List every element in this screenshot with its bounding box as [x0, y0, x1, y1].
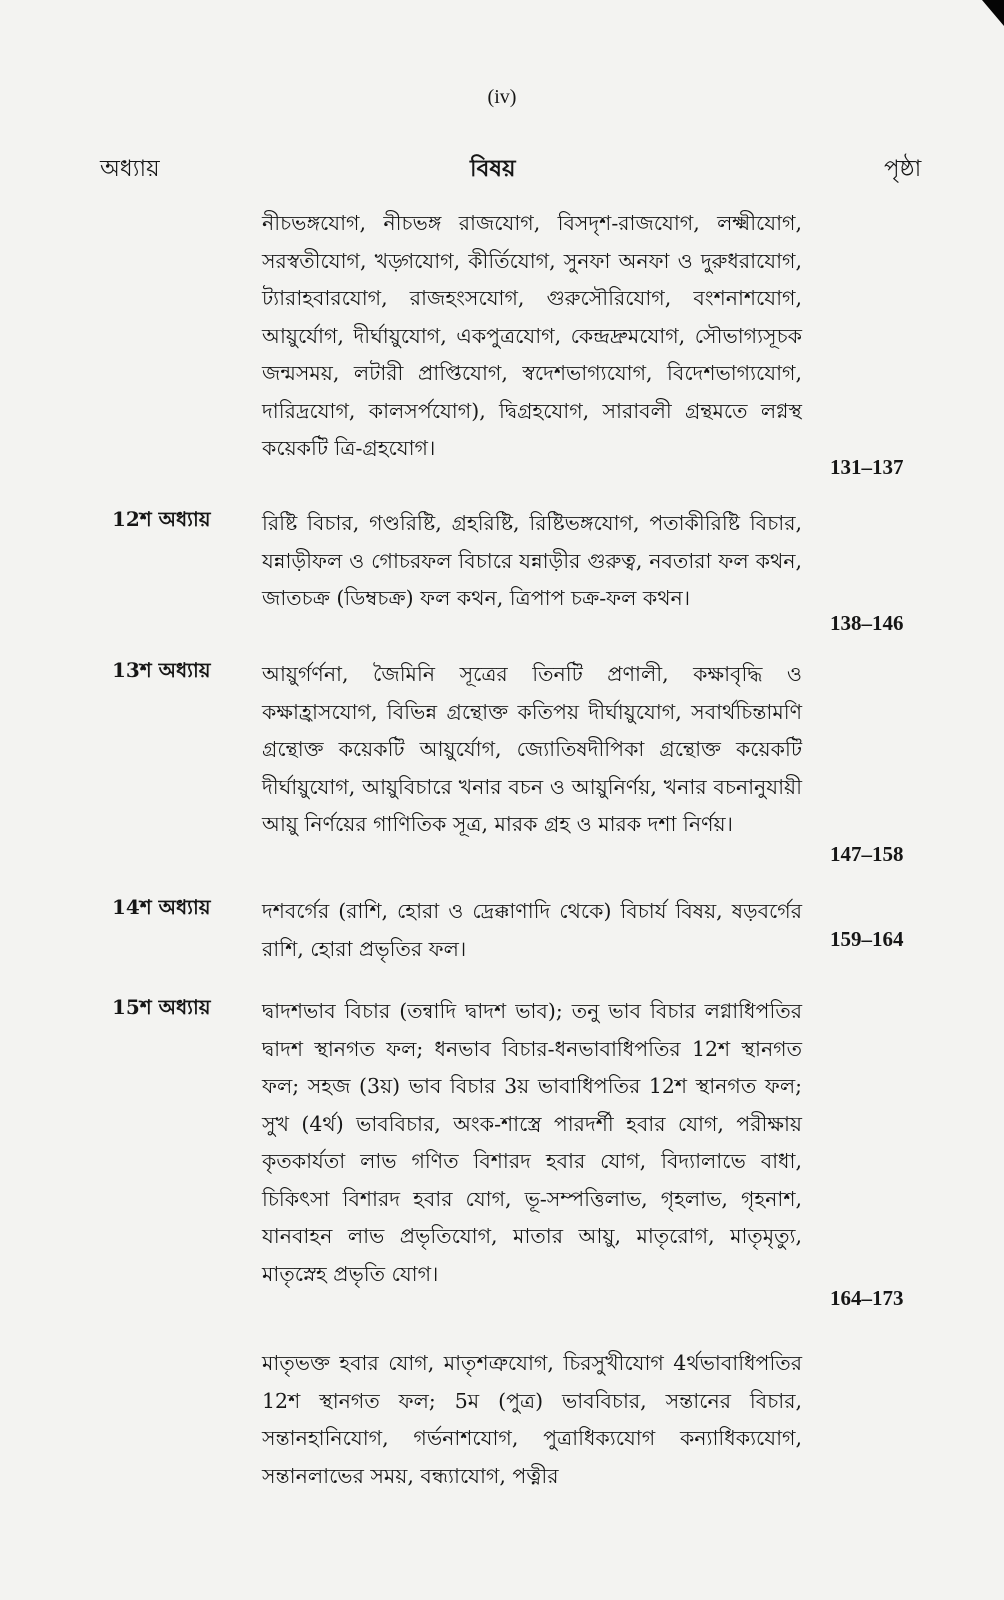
toc-entry-pages: 131–137	[830, 455, 904, 479]
toc-entry-text: দ্বাদশভাব বিচার (তন্বাদি দ্বাদশ ভাব); তনু ভাব বিচার লগ্নাধিপতির দ্বাদশ স্থানগত ফল; ধনভাব বিচার-ধনভাবাধিপতির 12শ স্থানগত ফল; সহজ (3য়) ভাব বিচার 3য় ভাবাধিপতির 12শ স্থানগত ফল; সুখ (4র্থ) ভাববিচার, অংক-শাস্ত্রে পারদর্শী হবার যোগ, পরীক্ষায় কৃতকার্যতা লাভ গণিত বিশারদ হবার যোগ, বিদ্যালাভে বাধা, চিকিৎসা বিশারদ হবার যোগ, ভূ-সম্পত্তিলাভ, গৃহলাভ, গৃহনাশ, যানবাহন লাভ প্রভৃতিযোগ, মাতার আয়ু, মাতৃরোগ, মাতৃমৃত্যু, মাতৃস্নেহ প্রভৃতি যোগ।	[262, 999, 802, 1286]
page-number: (iv)	[487, 86, 517, 108]
column-header-subject: বিষয়	[470, 155, 516, 182]
dark-corner-shape	[982, 0, 1004, 26]
toc-entry-text: রিষ্টি বিচার, গণ্ডরিষ্টি, গ্রহরিষ্টি, রিষ্টিভঙ্গযোগ, পতাকীরিষ্টি বিচার, যন্নাড়ীফল ও গোচরফল বিচারে যন্নাড়ীর গুরুত্ব, নবতারা ফল কথন, জাতচক্র (ডিম্বচক্র) ফল কথন, ত্রিপাপ চক্র-ফল কথন।	[262, 511, 802, 610]
column-header-chapter: অধ্যায়	[100, 156, 160, 182]
toc-entry-pages: 159–164	[830, 927, 904, 951]
toc-entry-pages: 164–173	[830, 1286, 904, 1310]
toc-entry-pages: 138–146	[830, 611, 904, 635]
toc-entry-text: আয়ুর্গর্ণনা, জৈমিনি সূত্রের তিনটি প্রণালী, কক্ষাবৃদ্ধি ও কক্ষাহ্রাসযোগ, বিভিন্ন গ্রন্থোক্ত কতিপয় দীর্ঘায়ুযোগ, সবার্থচিন্তামণি গ্রন্থোক্ত কয়েকটি আয়ুর্যোগ, জ্যোতিষদীপিকা গ্রন্থোক্ত কয়েকটি দীর্ঘায়ুযোগ, আয়ুবিচারে খনার বচন ও আয়ুনির্ণয়, খনার বচনানুযায়ী আয়ু নির্ণয়ের গাণিতিক সূত্র, মারক গ্রহ ও মারক দশা নির্ণয়।	[262, 662, 802, 836]
toc-entry-text: মাতৃভক্ত হবার যোগ, মাতৃশত্রুযোগ, চিরসুখীযোগ 4র্থভাবাধিপতির 12শ স্থানগত ফল; 5ম (পুত্র) ভাববিচার, সন্তানের বিচার, সন্তানহানিযোগ, গর্ভনাশযোগ, পুত্রাধিক্যযোগ কন্যাধিক্যযোগ, সন্তানলাভের সময়, বন্ধ্যাযোগ, পত্নীর	[262, 1351, 802, 1488]
toc-entry-pages: 147–158	[830, 842, 904, 866]
toc-entry-chapter: 15শ অধ্যায়	[112, 995, 211, 1019]
toc-entry-text: দশবর্গের (রাশি, হোরা ও দ্রেক্কাণাদি থেকে) বিচার্য বিষয়, ষড়বর্গের রাশি, হোরা প্রভৃতির ফল।	[262, 899, 802, 961]
toc-entry-chapter: 13শ অধ্যায়	[112, 658, 211, 682]
toc-entry-text: নীচভঙ্গযোগ, নীচভঙ্গ রাজযোগ, বিসদৃশ-রাজযোগ, লক্ষ্মীযোগ, সরস্বতীযোগ, খড়্গযোগ, কীর্তিযোগ, সুনফা অনফা ও দুরুধরাযোগ, ট্যারাহবারযোগ, রাজহংসযোগ, গুরুসৌরিযোগ, বংশনাশযোগ, আয়ুর্যোগ, দীর্ঘায়ুযোগ, একপুত্রযোগ, কেন্দ্রদ্রুমযোগ, সৌভাগ্যসূচক জন্মসময়, লটারী প্রাপ্তিযোগ, স্বদেশভাগ্যযোগ, বিদেশভাগ্যযোগ, দারিদ্রযোগ, কালসর্পযোগ), দ্বিগ্রহযোগ, সারাবলী গ্রন্থমতে লগ্নস্থ কয়েকটি ত্রি-গ্রহযোগ।	[262, 211, 802, 460]
column-header-page: পৃষ্ঠা	[884, 156, 922, 182]
toc-entry-chapter: 14শ অধ্যায়	[112, 895, 211, 919]
toc-entry-chapter: 12শ অধ্যায়	[112, 507, 211, 531]
